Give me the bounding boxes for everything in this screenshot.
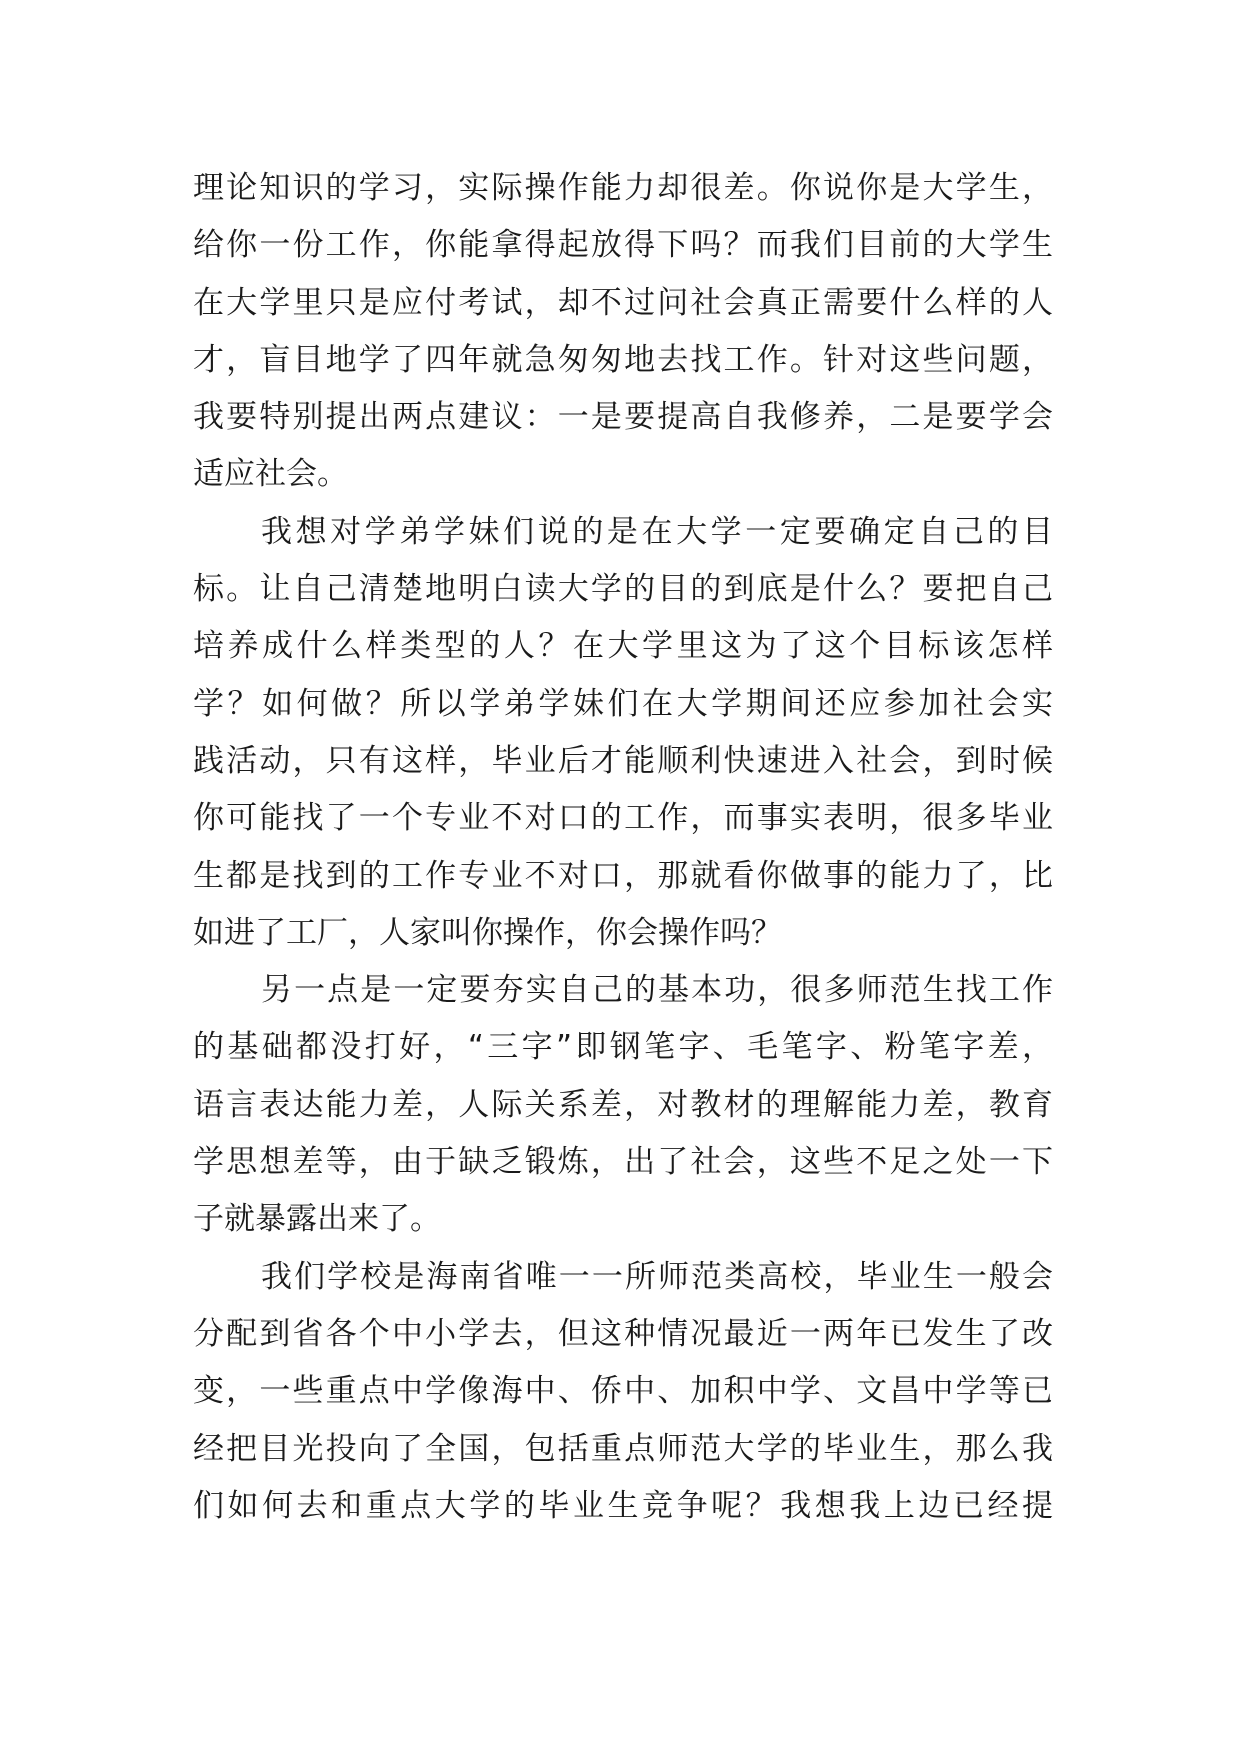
text-line: 在大学里只是应付考试，却不过问社会真正需要什么样的人	[193, 284, 1053, 321]
text-line: 变，一些重点中学像海中、侨中、加积中学、文昌中学等已	[193, 1373, 1053, 1410]
text-line: 给你一份工作，你能拿得起放得下吗？而我们目前的大学生	[193, 227, 1053, 264]
text-line: 标。让自己清楚地明白读大学的目的到底是什么？要把自己	[193, 571, 1053, 608]
text-line: 分配到省各个中小学去，但这种情况最近一两年已发生了改	[193, 1315, 1053, 1352]
text-line: 我想对学弟学妹们说的是在大学一定要确定自己的目	[261, 513, 1053, 550]
text-line: 另一点是一定要夯实自己的基本功，很多师范生找工作	[261, 972, 1053, 1009]
text-line: 们如何去和重点大学的毕业生竞争呢？我想我上边已经提	[193, 1487, 1053, 1524]
text-line: 子就暴露出来了。	[193, 1201, 441, 1238]
text-line: 学？如何做？所以学弟学妹们在大学期间还应参加社会实	[193, 685, 1053, 722]
text-line: 我们学校是海南省唯一一所师范类高校，毕业生一般会	[261, 1258, 1053, 1295]
text-line: 理论知识的学习，实际操作能力却很差。你说你是大学生，	[193, 170, 1053, 206]
text-line: 践活动，只有这样，毕业后才能顺利快速进入社会，到时候	[193, 742, 1053, 779]
text-line: 你可能找了一个专业不对口的工作，而事实表明，很多毕业	[193, 800, 1053, 837]
text-line: 语言表达能力差，人际关系差，对教材的理解能力差，教育	[193, 1086, 1053, 1123]
document-body	[193, 160, 1053, 1535]
text-line: 生都是找到的工作专业不对口，那就看你做事的能力了，比	[193, 857, 1053, 894]
text-line: 我要特别提出两点建议：一是要提高自我修养，二是要学会	[193, 399, 1053, 436]
text-line: 适应社会。	[193, 456, 348, 493]
text-line: 才，盲目地学了四年就急匆匆地去找工作。针对这些问题，	[193, 341, 1053, 378]
text-line: 经把目光投向了全国，包括重点师范大学的毕业生，那么我	[193, 1430, 1053, 1467]
text-line: 学思想差等，由于缺乏锻炼，出了社会，这些不足之处一下	[193, 1144, 1053, 1181]
text-line: 培养成什么样类型的人？在大学里这为了这个目标该怎样	[193, 628, 1053, 665]
text-line: 如进了工厂，人家叫你操作，你会操作吗？	[193, 914, 782, 951]
text-line: 的基础都没打好，“三字”即钢笔字、毛笔字、粉笔字差，	[193, 1029, 1053, 1066]
